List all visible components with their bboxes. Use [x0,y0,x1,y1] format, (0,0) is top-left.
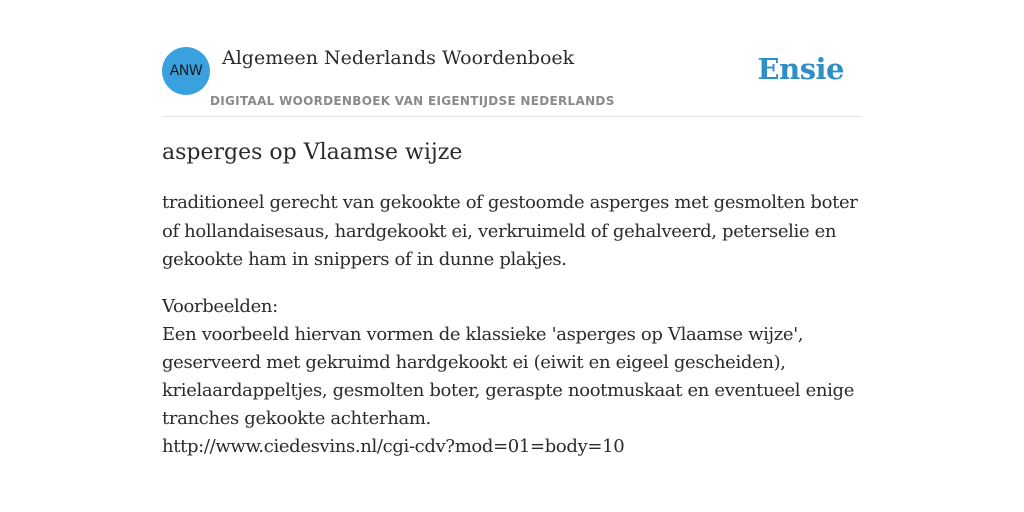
dictionary-entry [162,140,862,461]
anw-logo[interactable]: ANW [162,47,210,95]
site-header [162,40,862,117]
example-text: Een voorbeeld hiervan vormen de klassieke 'asperges op Vlaamse wijze', geserveerd met gekruimd hardgekookt ei (eiwit en eigeel gescheiden), krielaardappeltjes, gesmolten boter, geraspte nootmuskaat en eventueel enige tranches gekookte achterham. [162,323,855,429]
ensie-logo[interactable]: Ensie [757,52,844,86]
dictionary-title[interactable]: Algemeen Nederlands Woordenboek [222,47,575,69]
entry-definition: traditioneel gerecht van gekookte of gestoomde asperges met gesmolten boter of hollandaisesaus, hardgekookt ei, verkruimeld of gehalveerd, peterselie en gekookte ham in snippers of in dunne plakjes. [162,192,858,270]
entry-headword: asperges op Vlaamse wijze [162,140,463,165]
examples-label: Voorbeelden: [162,295,278,317]
dictionary-subtitle: DIGITAAL WOORDENBOEK VAN EIGENTIJDSE NEDERLANDS [210,94,615,108]
example-source-url: http://www.ciedesvins.nl/cgi-cdv?mod=01=body=10 [162,435,625,457]
